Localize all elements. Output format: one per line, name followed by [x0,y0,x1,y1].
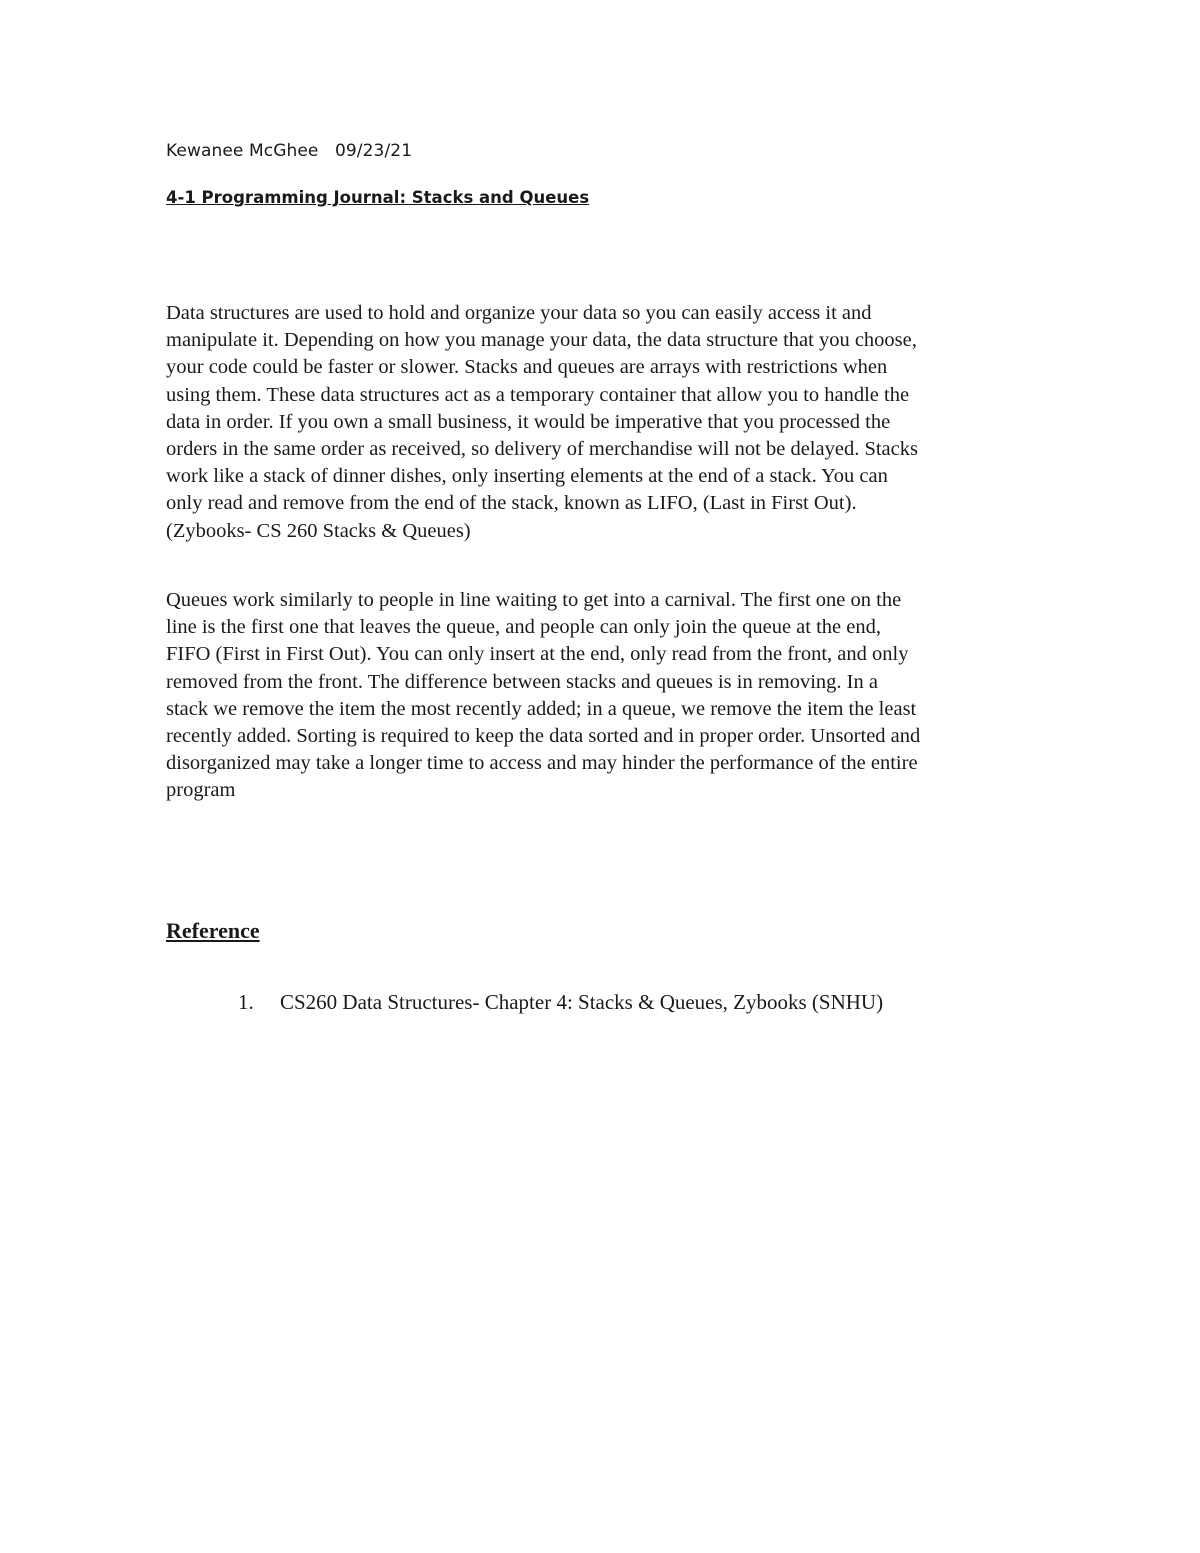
paragraph-line: recently added. Sorting is required to keep the data sorted and in proper order. Unsorted and [166,725,921,748]
document-title: 4-1 Programming Journal: Stacks and Queues [166,188,590,207]
paragraph-line: using them. These data structures act as a temporary container that allow you to handle the [166,383,910,406]
paragraph-line: program [166,779,236,802]
reference-text: CS260 Data Structures- Chapter 4: Stacks & Queues, Zybooks (SNHU) [280,990,884,1014]
author-date-line: Kewanee McGhee 09/23/21 [166,141,413,161]
reference-heading: Reference [166,918,260,943]
paragraph-line: removed from the front. The difference between stacks and queues is in removing. In a [166,670,878,693]
paragraph-line: orders in the same order as received, so delivery of merchandise will not be delayed. Stacks [166,438,918,461]
reference-number: 1. [238,990,254,1014]
paragraph-queues [166,587,1046,805]
paragraph-line: manipulate it. Depending on how you manage your data, the data structure that you choose, [166,329,917,352]
reference-item [238,990,883,1015]
paragraph-stacks [166,300,1046,545]
paragraph-line: Queues work similarly to people in line waiting to get into a carnival. The first one on the [166,589,902,611]
paragraph-line: FIFO (First in First Out). You can only insert at the end, only read from the front, and only [166,643,909,666]
paragraph-line: data in order. If you own a small business, it would be imperative that you processed the [166,410,891,433]
reference-list [238,990,883,1015]
paragraph-line: disorganized may take a longer time to access and may hinder the performance of the entire [166,752,918,775]
paragraph-line: your code could be faster or slower. Stacks and queues are arrays with restrictions when [166,356,888,379]
paragraph-line: work like a stack of dinner dishes, only inserting elements at the end of a stack. You can [166,465,888,488]
paragraph-line: line is the first one that leaves the queue, and people can only join the queue at the end, [166,616,881,639]
paragraph-line: only read and remove from the end of the stack, known as LIFO, (Last in First Out). [166,492,857,515]
paragraph-line: (Zybooks- CS 260 Stacks & Queues) [166,519,471,542]
paragraph-line: Data structures are used to hold and organize your data so you can easily access it and [166,302,872,324]
paragraph-line: stack we remove the item the most recently added; in a queue, we remove the item the least [166,697,917,720]
